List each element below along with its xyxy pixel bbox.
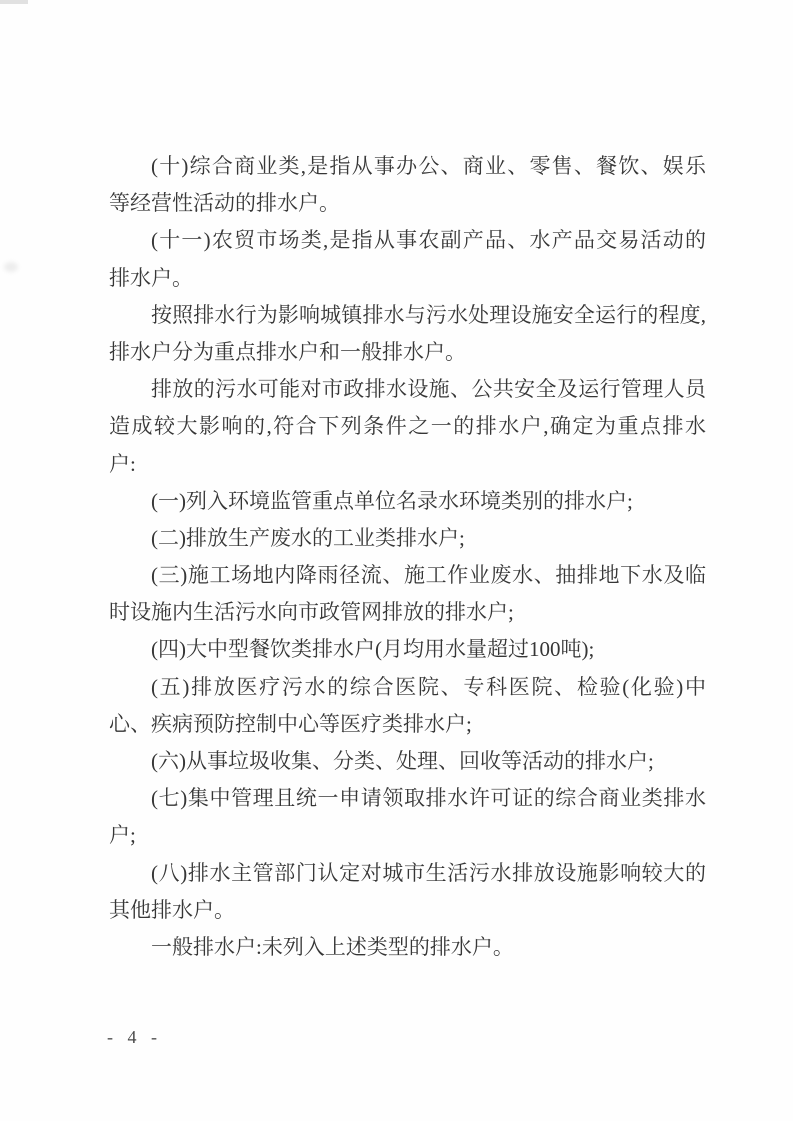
- text-line: (一)列入环境监管重点单位名录水环境类别的排水户;: [151, 488, 633, 513]
- text-line: 户:: [109, 451, 136, 476]
- text-line: (十一)农贸市场类,是指从事农副产品、水产品交易活动的: [151, 228, 706, 253]
- text-line: 户;: [109, 823, 136, 848]
- text-line: 排放的污水可能对市政排水设施、公共安全及运行管理人员: [151, 377, 706, 402]
- text-line: 排水户分为重点排水户和一般排水户。: [109, 339, 466, 364]
- text-line: (八)排水主管部门认定对城市生活污水排放设施影响较大的: [151, 860, 706, 885]
- text-line: 其他排水户。: [109, 897, 235, 922]
- text-line: (七)集中管理且统一申请领取排水许可证的综合商业类排水: [151, 786, 706, 811]
- text-line: 一般排水户:未列入上述类型的排水户。: [151, 934, 514, 959]
- text-line: (六)从事垃圾收集、分类、处理、回收等活动的排水户;: [151, 749, 654, 773]
- text-line: 排水户。: [109, 265, 193, 290]
- text-line: 心、疾病预防控制中心等医疗类排水户;: [109, 711, 472, 736]
- scan-artifact-smudge: [4, 262, 18, 272]
- text-line: 时设施内生活污水向市政管网排放的排水户;: [109, 600, 514, 625]
- text-line: (二)排放生产废水的工业类排水户;: [151, 525, 465, 550]
- page-number: - 4 -: [107, 1027, 162, 1047]
- text-line: 造成较大影响的,符合下列条件之一的排水户,确定为重点排水: [109, 414, 706, 439]
- text-line: (三)施工场地内降雨径流、施工作业废水、抽排地下水及临: [151, 563, 706, 588]
- document-body: [109, 148, 706, 966]
- text-line: (十)综合商业类,是指从事办公、商业、零售、餐饮、娱乐: [151, 154, 706, 178]
- scan-artifact-corner: [0, 0, 28, 4]
- text-line: (五)排放医疗污水的综合医院、专科医院、检验(化验)中: [151, 674, 706, 699]
- text-line: 等经营性活动的排水户。: [109, 191, 340, 216]
- text-line: 按照排水行为影响城镇排水与污水处理设施安全运行的程度,: [151, 302, 706, 327]
- text-line: (四)大中型餐饮类排水户(月均用水量超过100吨);: [151, 637, 595, 662]
